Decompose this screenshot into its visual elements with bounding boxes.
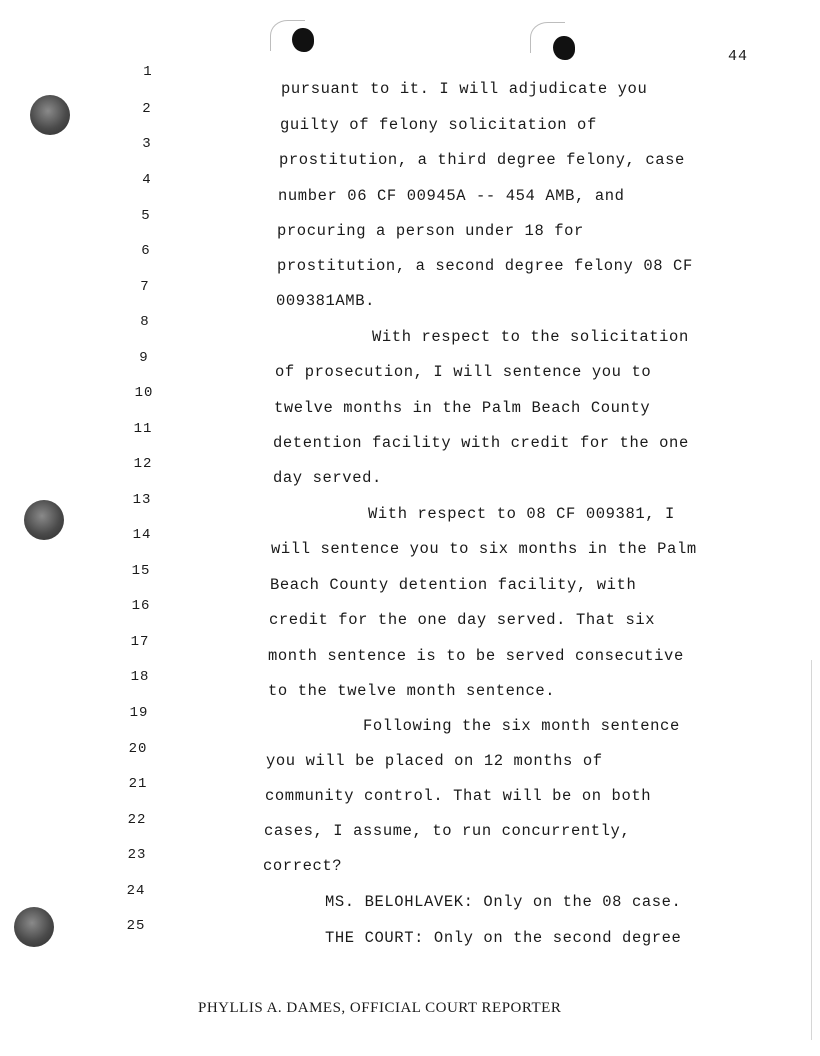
line-number: 20 bbox=[128, 741, 148, 757]
line-number: 24 bbox=[126, 883, 146, 899]
line-number: 14 bbox=[132, 527, 152, 543]
punch-hole bbox=[24, 500, 64, 540]
line-number: 12 bbox=[133, 456, 153, 472]
line-number: 9 bbox=[139, 350, 149, 366]
transcript-line: 009381AMB. bbox=[276, 292, 376, 310]
transcript-line: prostitution, a third degree felony, case bbox=[279, 151, 685, 169]
line-number: 16 bbox=[131, 598, 151, 614]
transcript-line: With respect to 08 CF 009381, I bbox=[368, 505, 675, 523]
line-number: 6 bbox=[141, 243, 151, 259]
line-number: 4 bbox=[142, 172, 152, 188]
transcript-line: number 06 CF 00945A -- 454 AMB, and bbox=[278, 187, 625, 205]
transcript-line: THE COURT: Only on the second degree bbox=[325, 929, 682, 947]
transcript-line: Following the six month sentence bbox=[363, 717, 680, 735]
line-number: 25 bbox=[126, 918, 146, 934]
transcript-line: twelve months in the Palm Beach County bbox=[274, 399, 651, 417]
transcript-line: of prosecution, I will sentence you to bbox=[275, 363, 652, 381]
line-number: 18 bbox=[130, 669, 150, 685]
scan-mark bbox=[292, 28, 314, 52]
transcript-line: cases, I assume, to run concurrently, bbox=[264, 822, 631, 840]
line-number: 21 bbox=[128, 776, 148, 792]
line-number: 11 bbox=[133, 421, 153, 437]
line-number: 10 bbox=[134, 385, 154, 401]
line-number: 1 bbox=[143, 64, 153, 80]
transcript-line: you will be placed on 12 months of bbox=[266, 752, 603, 770]
punch-hole bbox=[14, 907, 54, 947]
transcript-line: day served. bbox=[273, 469, 382, 487]
transcript-line: procuring a person under 18 for bbox=[277, 222, 584, 240]
line-number: 3 bbox=[142, 136, 152, 152]
transcript-line: credit for the one day served. That six bbox=[269, 611, 656, 629]
transcript-line: Beach County detention facility, with bbox=[270, 576, 637, 594]
line-number: 17 bbox=[130, 634, 150, 650]
line-number: 7 bbox=[140, 279, 150, 295]
line-number: 15 bbox=[131, 563, 151, 579]
transcript-line: prostitution, a second degree felony 08 CF bbox=[277, 257, 693, 275]
punch-hole bbox=[30, 95, 70, 135]
transcript-line: detention facility with credit for the one bbox=[273, 434, 689, 452]
line-number: 2 bbox=[142, 101, 152, 117]
line-number: 13 bbox=[132, 492, 152, 508]
court-reporter-footer: PHYLLIS A. DAMES, OFFICIAL COURT REPORTER bbox=[198, 1000, 562, 1016]
transcript-line: month sentence is to be served consecutive bbox=[268, 647, 684, 665]
scan-mark bbox=[553, 36, 575, 60]
transcript-line: With respect to the solicitation bbox=[372, 328, 689, 346]
transcript-line: pursuant to it. I will adjudicate you bbox=[281, 80, 648, 98]
transcript-line: guilty of felony solicitation of bbox=[280, 116, 597, 134]
line-number: 5 bbox=[141, 208, 151, 224]
line-number: 19 bbox=[129, 705, 149, 721]
transcript-line: will sentence you to six months in the Palm bbox=[271, 540, 697, 558]
page-number: 44 bbox=[728, 48, 749, 65]
transcript-line: correct? bbox=[263, 857, 343, 875]
transcript-line: to the twelve month sentence. bbox=[268, 682, 556, 700]
page-edge bbox=[811, 660, 812, 1040]
line-number: 22 bbox=[127, 812, 147, 828]
transcript-line: community control. That will be on both bbox=[265, 787, 652, 805]
transcript-line: MS. BELOHLAVEK: Only on the 08 case. bbox=[325, 893, 682, 911]
line-number: 8 bbox=[140, 314, 150, 330]
line-number: 23 bbox=[127, 847, 147, 863]
